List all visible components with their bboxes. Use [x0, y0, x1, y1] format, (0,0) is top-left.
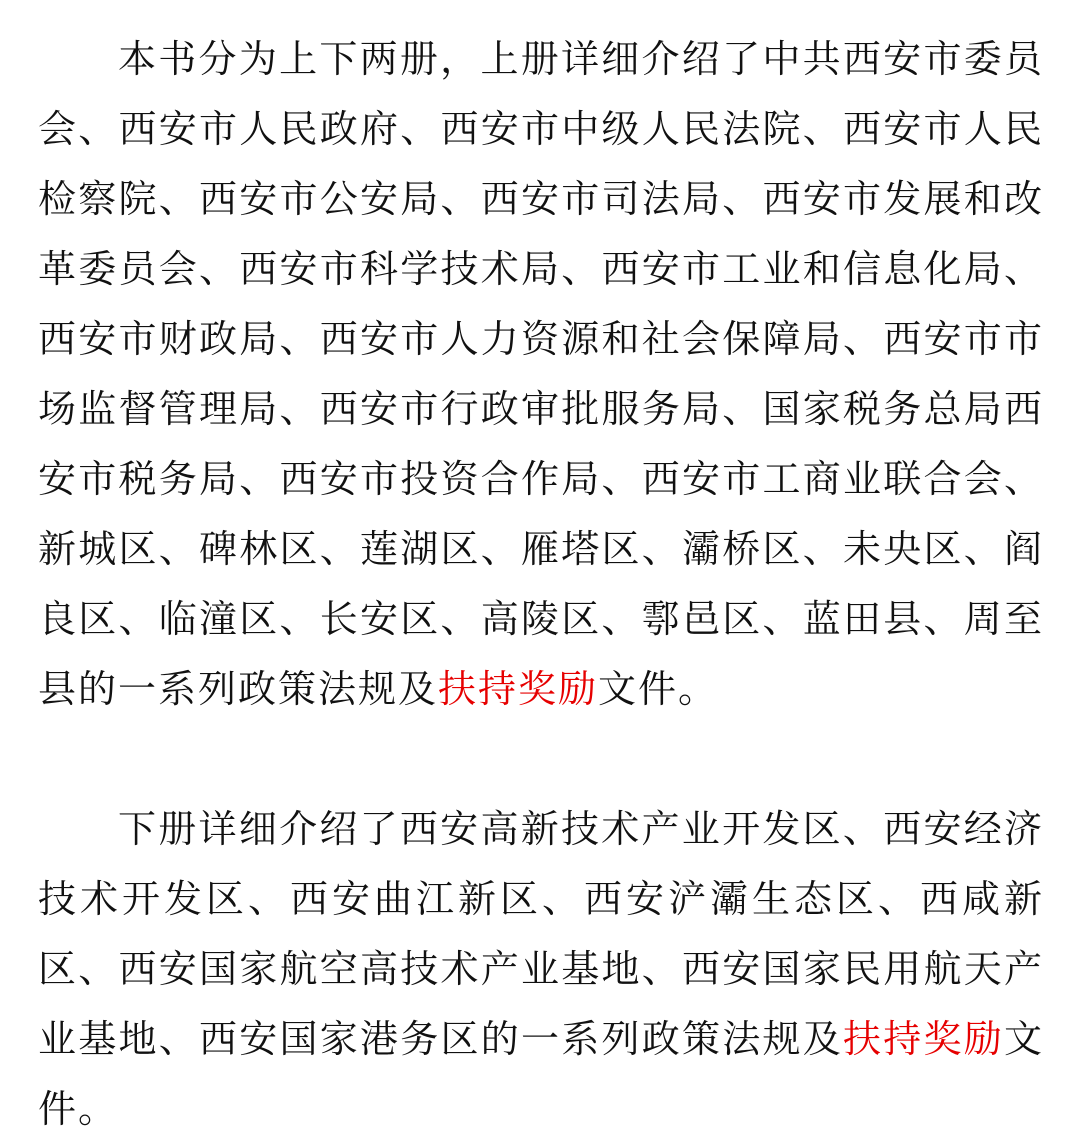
- paragraph-volume-one: [38, 24, 1044, 724]
- paragraph-text: 下册详细介绍了西安高新技术产业开发区、西安经济技术开发区、西安曲江新区、西安浐灞生态区、西咸新区、西安国家航空高技术产业基地、西安国家民用航天产业基地、西安国家港务区的一系列政策法规及: [38, 807, 1044, 1061]
- paragraph-text-end: 文件。: [598, 667, 719, 711]
- document-body: [38, 24, 1044, 1144]
- paragraph-text: 本书分为上下两册，上册详细介绍了中共西安市委员会、西安市人民政府、西安市中级人民法院、西安市人民检察院、西安市公安局、西安市司法局、西安市发展和改革委员会、西安市科学技术局、西安市工业和信息化局、西安市财政局、西安市人力资源和社会保障局、西安市市场监督管理局、西安市行政审批服务局、国家税务总局西安市税务局、西安市投资合作局、西安市工商业联合会、新城区、碑林区、莲湖区、雁塔区、灞桥区、未央区、阎良区、临潼区、长安区、高陵区、鄠邑区、蓝田县、周至县的一系列政策法规及: [38, 37, 1044, 711]
- highlight-text: 扶持奖励: [842, 1017, 1004, 1061]
- paragraph-volume-two: [38, 794, 1044, 1144]
- paragraph-text-end: 文件。: [38, 1017, 1044, 1131]
- highlight-text: 扶持奖励: [438, 667, 599, 711]
